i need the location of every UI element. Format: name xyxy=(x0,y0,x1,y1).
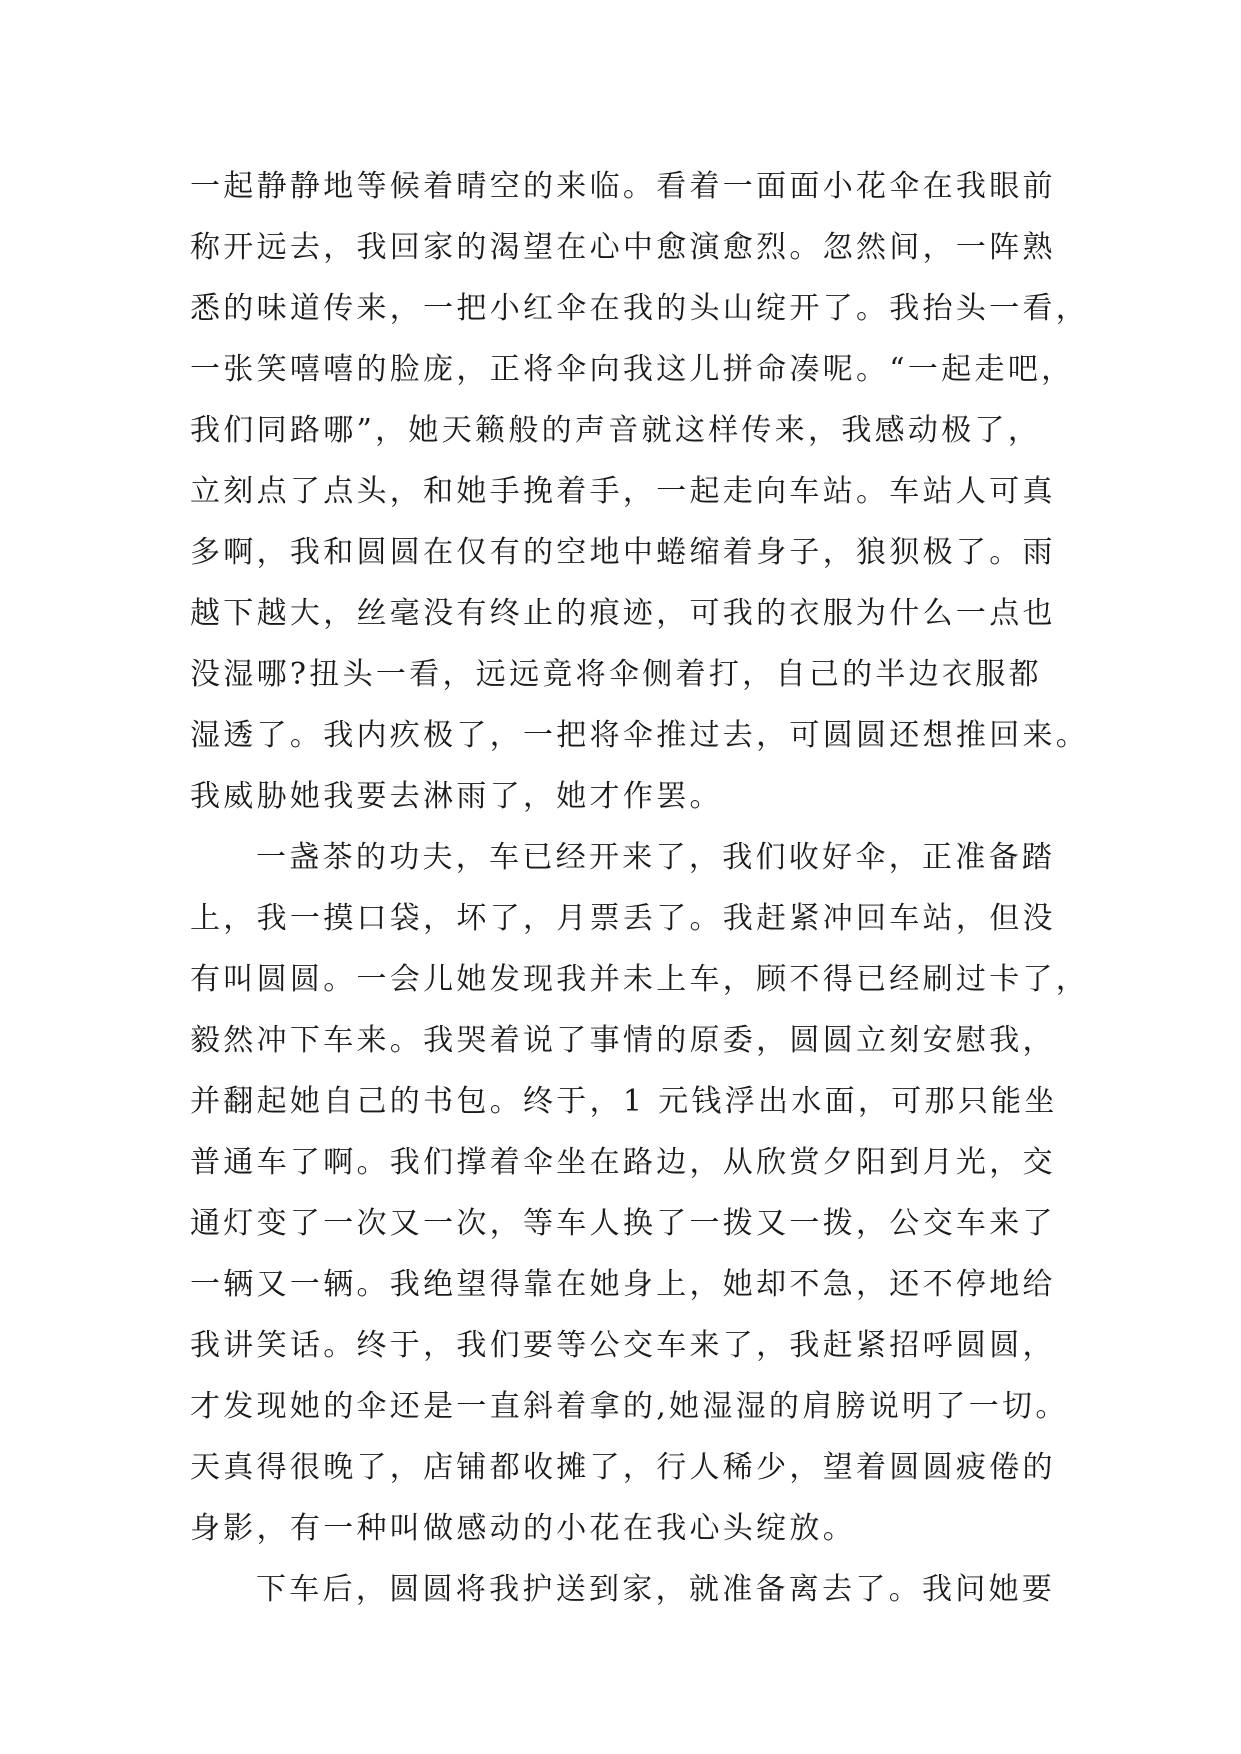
text-line: 毅然冲下车来。我哭着说了事情的原委，圆圆立刻安慰我， xyxy=(190,1023,1056,1058)
body-text xyxy=(190,156,1090,1620)
text-line: 上，我一摸口袋，坏了，月票丢了。我赶紧冲回车站，但没 xyxy=(190,901,1056,936)
text-line: 我们同路哪”，她天籁般的声音就这样传来，我感动极了， xyxy=(190,413,1042,448)
text-line: 立刻点了点头，和她手挽着手，一起走向车站。车站人可真 xyxy=(190,474,1056,509)
text-line: 一辆又一辆。我绝望得靠在她身上，她却不急，还不停地给 xyxy=(190,1267,1056,1302)
text-line: 悉的味道传来，一把小红伞在我的头山绽开了。我抬头一看， xyxy=(190,291,1090,326)
text-line: 一起静静地等候着晴空的来临。看着一面面小花伞在我眼前 xyxy=(190,169,1056,204)
paragraph-start-line: 一盏茶的功夫，车已经开来了，我们收好伞，正准备踏 xyxy=(256,840,1056,875)
paragraph-start-line: 下车后，圆圆将我护送到家，就准备离去了。我问她要 xyxy=(256,1572,1056,1607)
text-line: 我威胁她我要去淋雨了，她才作罢。 xyxy=(190,779,723,814)
text-line: 一张笑嘻嘻的脸庞，正将伞向我这儿拼命凑呢。“一起走吧， xyxy=(190,352,1075,387)
text-line: 多啊，我和圆圆在仅有的空地中蜷缩着身子，狼狈极了。雨 xyxy=(190,535,1056,570)
text-line: 通灯变了一次又一次，等车人换了一拨又一拨，公交车来了 xyxy=(190,1206,1056,1241)
text-line: 普通车了啊。我们撑着伞坐在路边，从欣赏夕阳到月光，交 xyxy=(190,1145,1056,1180)
text-line: 才发现她的伞还是一直斜着拿的,她湿湿的肩膀说明了一切。 xyxy=(190,1389,1069,1424)
text-line: 有叫圆圆。一会儿她发现我并未上车，顾不得已经刷过卡了， xyxy=(190,962,1090,997)
text-line: 湿透了。我内疚极了，一把将伞推过去，可圆圆还想推回来。 xyxy=(190,718,1090,753)
text-line: 越下越大，丝毫没有终止的痕迹，可我的衣服为什么一点也 xyxy=(190,596,1056,631)
text-line: 没湿哪?扭头一看，远远竟将伞侧着打，自己的半边衣服都 xyxy=(190,657,1042,692)
text-line: 称开远去，我回家的渴望在心中愈演愈烈。忽然间，一阵熟 xyxy=(190,230,1056,265)
text-line: 并翻起她自己的书包。终于，1 元钱浮出水面，可那只能坐 xyxy=(190,1084,1058,1119)
text-line: 我讲笑话。终于，我们要等公交车来了，我赶紧招呼圆圆， xyxy=(190,1328,1056,1363)
text-line: 身影，有一种叫做感动的小花在我心头绽放。 xyxy=(190,1511,856,1546)
text-line: 天真得很晚了，店铺都收摊了，行人稀少，望着圆圆疲倦的 xyxy=(190,1450,1056,1485)
